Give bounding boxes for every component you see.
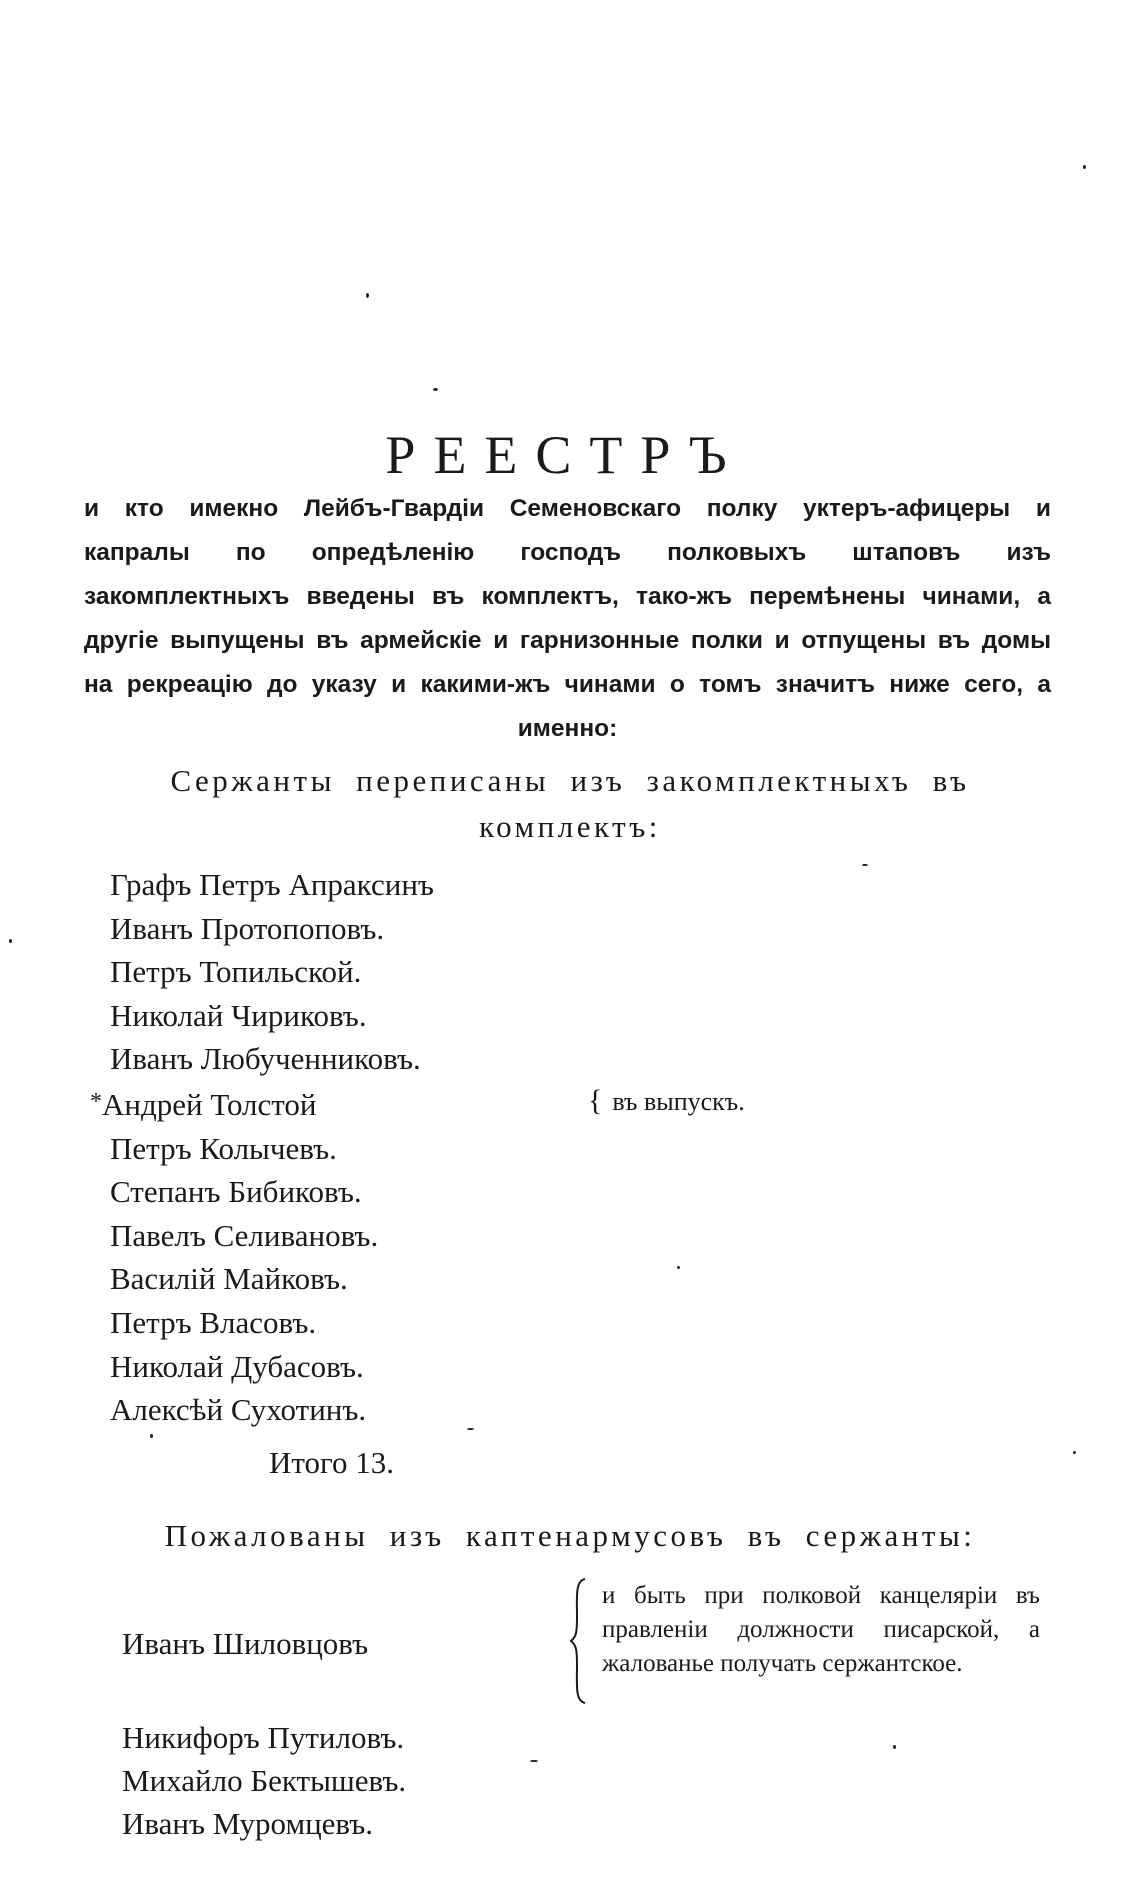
chancellery-note: и быть при полковой канцеляріи въ правленіи должности писарской, а жалованье получать сержантское.: [602, 1582, 1040, 1677]
intro-paragraph: и кто имекно Лейбъ-Гвардіи Семеновскаго полку уктеръ-афицеры и капралы по опредѣленію господъ полковыхъ штаповъ изъ закомплектныхъ введены въ комплектъ, тако-жъ перемѣнены чинами, а другіе выпущены въ армейскіе и гарнизонные полки и отпущены въ домы на рекреацію до указу и какими-жъ чинами о томъ значитъ ниже сего, а именно:: [84, 495, 1051, 742]
list-item: Степанъ Бибиковъ.: [110, 1174, 362, 1210]
list-item-label: Андрей Толстой: [102, 1086, 317, 1122]
list-item: Петръ Колычевъ.: [110, 1130, 337, 1166]
release-note-text: въ выпускъ.: [612, 1087, 745, 1116]
scan-speck: [467, 1428, 474, 1430]
list-item: Алексѣй Сухотинъ.: [110, 1392, 367, 1428]
list-item: Василій Майковъ.: [110, 1261, 348, 1297]
list-item: Иванъ Муромцевъ.: [122, 1806, 374, 1841]
list-item: Графъ Петръ Апраксинъ: [110, 867, 434, 902]
release-note: [588, 1086, 745, 1116]
curly-brace-icon: [569, 1577, 591, 1705]
promoted-names-list: [122, 1716, 406, 1845]
scan-speck: [150, 1434, 153, 1438]
list-item-starred: [90, 1081, 434, 1127]
sergeant-names-list: [90, 863, 434, 1432]
scan-speck: [893, 1745, 896, 1749]
scan-speck: [1073, 1451, 1076, 1454]
promoted-name-first: Иванъ Шиловцовъ: [122, 1626, 369, 1661]
section-heading-sergeants: Сержанты переписаны изъ закомплектныхъ въ комплектъ:: [170, 763, 970, 844]
page-title: РЕЕСТРЪ: [385, 425, 745, 486]
list-item: Михайло Бектышевъ.: [122, 1763, 407, 1798]
scan-speck: [677, 1266, 680, 1269]
scan-speck: [862, 864, 868, 866]
list-item: Никифоръ Путиловъ.: [122, 1720, 405, 1755]
list-item: Петръ Топильской.: [110, 954, 362, 990]
list-item: Николай Чириковъ.: [110, 997, 367, 1033]
list-item: Павелъ Селивановъ.: [110, 1217, 379, 1253]
scan-speck: [530, 1760, 538, 1762]
list-item: Иванъ Протопоповъ.: [110, 910, 385, 946]
section-heading-promoted: Пожалованы изъ каптенармусовъ въ сержанты:: [164, 1518, 976, 1553]
list-item: Петръ Власовъ.: [110, 1304, 317, 1340]
scan-speck: [433, 388, 438, 391]
brace-icon: {: [588, 1084, 603, 1117]
scan-speck: [366, 293, 369, 298]
scan-speck: [1083, 165, 1086, 169]
list-item: Иванъ Любученниковъ.: [110, 1041, 421, 1077]
total-line: Итого 13.: [269, 1445, 394, 1480]
asterisk-mark: *: [90, 1088, 102, 1115]
list-item: Николай Дубасовъ.: [110, 1348, 364, 1384]
scan-speck: [9, 939, 12, 943]
